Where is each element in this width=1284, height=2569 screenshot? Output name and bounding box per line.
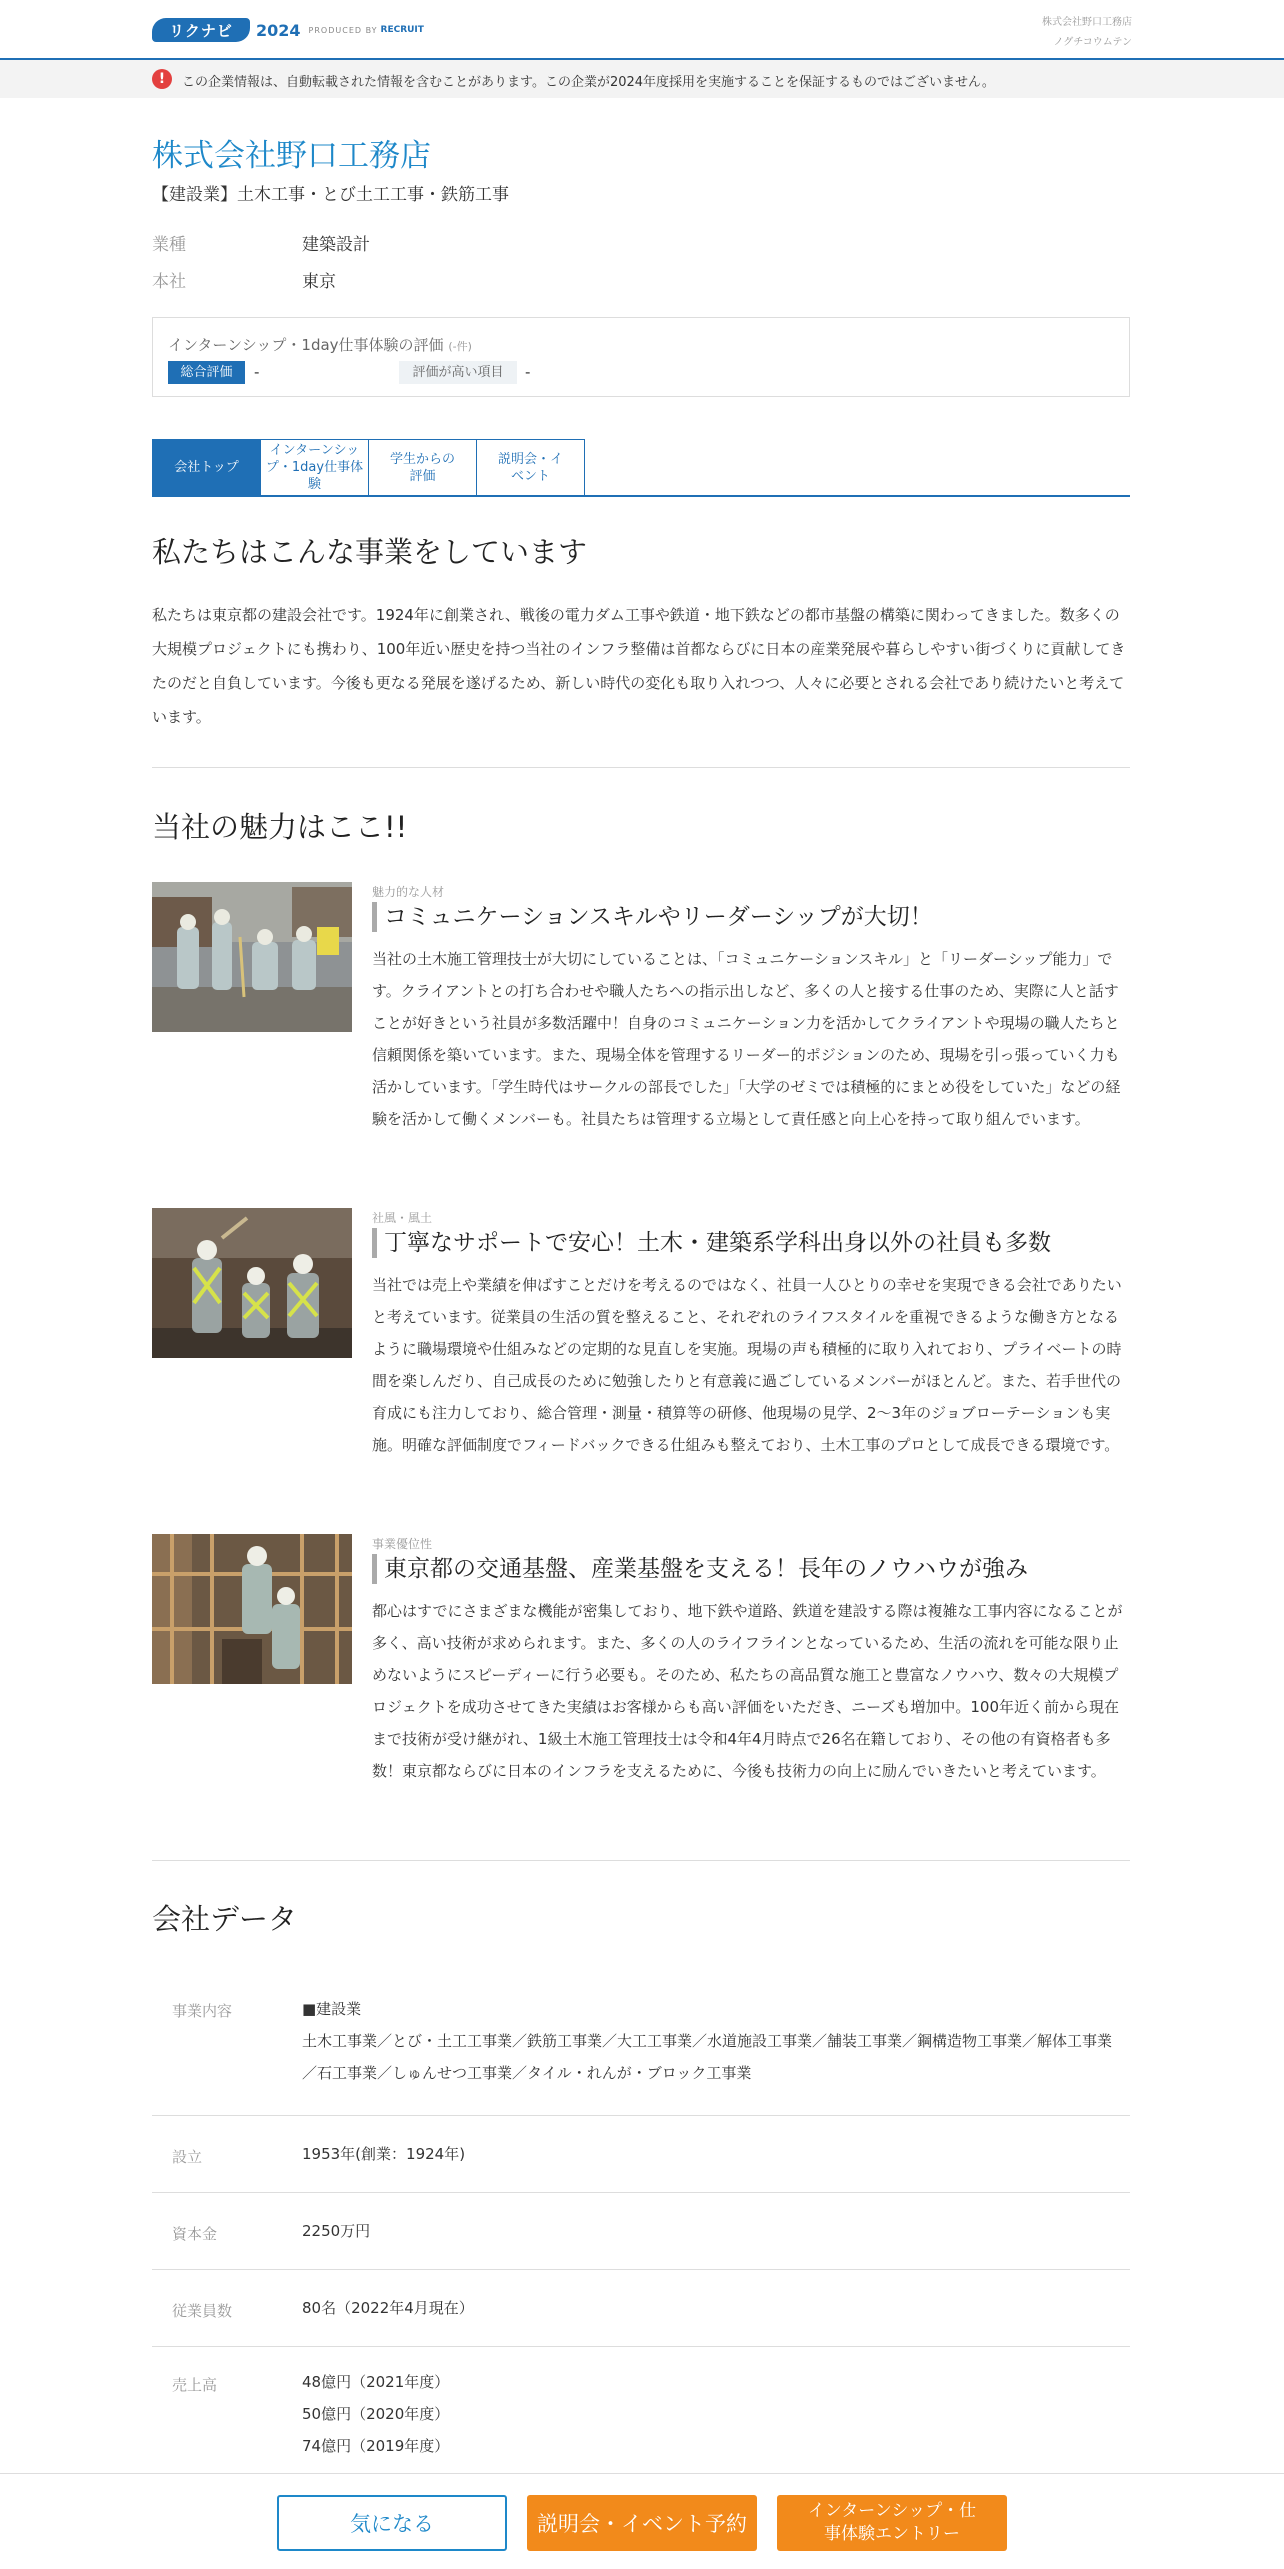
data-value (302, 2366, 1122, 2462)
data-row-founded (152, 2116, 1130, 2193)
tab-internship[interactable] (260, 439, 369, 495)
logo-year: 2024 (256, 20, 301, 40)
company-category: 【建設業】土木工事・とび土工工事・鉄筋工事 (152, 185, 509, 205)
overall-rating-value: - (254, 363, 260, 381)
appeal-heading: 当社の魅力はここ!! (152, 810, 408, 844)
data-row-employees (152, 2270, 1130, 2347)
bottom-action-bar (0, 2473, 1284, 2569)
hq-label: 本社 (152, 272, 186, 292)
internship-entry-label: インターンシップ・仕事体験エントリー (807, 2501, 977, 2544)
headquarters-row (152, 267, 336, 292)
company-name: 株式会社野口工務店 (152, 138, 431, 174)
favorite-button[interactable]: 気になる (277, 2495, 507, 2551)
tab-internship-label: インターンシップ・1day仕事体験 (265, 443, 364, 492)
feature-category: 事業優位性 (372, 1537, 433, 1551)
tab-student-reviews-label: 学生からの評価 (389, 451, 455, 484)
data-value-line: 土木工事業／とび・土工工事業／鉄筋工事業／大工工事業／水道施設工事業／舗装工事業／鋼構造物工事業／解体工事業／石工事業／しゅんせつ工事業／タイル・れんが・ブロック工事業 (302, 2032, 1113, 2082)
feature-photo-surveying (152, 882, 352, 1032)
tab-events-label: 説明会・イベント (497, 451, 563, 484)
data-value: 1953年(創業：1924年) (302, 2145, 466, 2163)
header-company-name: 株式会社野口工務店 (1042, 17, 1132, 28)
feature-photo-scaffolding (152, 1534, 352, 1684)
alert-icon: ! (152, 69, 172, 89)
feature-category: 社風・風土 (372, 1211, 433, 1225)
data-row-capital (152, 2193, 1130, 2270)
hq-value: 東京 (302, 272, 336, 292)
evaluation-count: (-件) (448, 340, 472, 353)
overall-rating-badge: 総合評価 (168, 361, 245, 384)
data-label: 従業員数 (172, 2302, 233, 2320)
company-tabs (152, 439, 1130, 497)
feature-body: 都心はすでにさまざまな機能が密集しており、地下鉄や道路、鉄道を建設する際は複雑な工事内容になることが多く、高い技術が求められます。また、多くの人のライフラインとなっているため、生活の流れを可能な限り止めないようにスピーディーに行う必要も。そのため、私たちの高品質な施工と豊富なノウハウ、数々の大規模プロジェクトを成功させてきた実績はお客様からも高い評価をいただき、ニーズも増加中。100年近く前から現在まで技術が受け継がれ、1級土木施工管理技士は令和4年4月時点で26名在籍しており、その他の有資格者も多数！東京都ならびに日本のインフラを支えるために、今後も技術力の向上に励んでいきたいと考えています。 (372, 1602, 1123, 1780)
tab-student-reviews[interactable] (368, 439, 477, 495)
feature-body: 当社の土木施工管理技士が大切にしていることは、「コミュニケーションスキル」と「リーダーシップ能力」です。クライアントとの打ち合わせや職人たちへの指示出しなど、多くの人と接する仕事のため、実際に人と話すことが好きという社員が多数活躍中！自身のコミュニケーション力を活かしてクライアントや現場の職人たちと信頼関係を築いています。また、現場全体を管理するリーダー的ポジションのため、現場を引っ張っていく力も活かしています。「学生時代はサークルの部長でした」「大学のゼミでは積極的にまとめ役をしていた」などの経験を活かして働くメンバーも。社員たちは管理する立場として責任感と向上心を持って取り組んでいます。 (372, 950, 1121, 1128)
header-company (1042, 13, 1132, 53)
business-text: 私たちは東京都の建設会社です。1924年に創業され、戦後の電力ダム工事や鉄道・地下鉄などの都市基盤の構築に関わってきました。数多くの大規模プロジェクトにも携わり、100年近い歴史を持つ当社のインフラ整備は首都ならびに日本の産業発展や暮らしやすい街づくりに貢献してきたのだと自負しています。今後も更なる発展を遂げるため、新しい時代の変化も取り入れつつ、人々に必要とされる会社であり続けたいと考えています。 (152, 606, 1126, 726)
data-row-sales (152, 2347, 1130, 2478)
tab-events[interactable] (476, 439, 585, 495)
feature-photo-workers (152, 1208, 352, 1358)
high-rated-items-badge: 評価が高い項目 (399, 361, 517, 384)
site-header (0, 0, 1284, 60)
feature-title: 東京都の交通基盤、産業基盤を支える！長年のノウハウが強み (372, 1554, 1028, 1584)
data-value: 2250万円 (302, 2222, 371, 2240)
data-label: 売上高 (172, 2376, 218, 2394)
divider (152, 767, 1130, 768)
industry-value: 建築設計 (302, 235, 370, 255)
company-data-heading: 会社データ (152, 1902, 298, 1936)
data-value-line: ■建設業 (302, 2000, 362, 2018)
data-value (302, 1993, 1122, 2089)
tab-company-top[interactable]: 会社トップ (152, 439, 261, 495)
data-value-line: 74億円（2019年度） (302, 2437, 450, 2455)
data-label: 資本金 (172, 2225, 218, 2243)
logo-mark: リクナビ (152, 18, 250, 42)
feature-title: コミュニケーションスキルやリーダーシップが大切！ (372, 902, 933, 932)
rikunabi-logo[interactable] (152, 16, 424, 44)
evaluation-box (152, 317, 1130, 397)
notice-text: この企業情報は、自動転載された情報を含むことがあります。この企業が2024年度採用を実施することを保証するものではございません。 (182, 75, 995, 90)
data-value: 80名（2022年4月現在） (302, 2299, 474, 2317)
data-label: 設立 (172, 2148, 203, 2166)
internship-entry-button[interactable] (777, 2495, 1007, 2551)
evaluation-title (168, 334, 472, 355)
industry-row (152, 230, 370, 255)
evaluation-title-text: インターンシップ・1day仕事体験の評価 (168, 336, 444, 354)
industry-label: 業種 (152, 235, 186, 255)
data-label: 事業内容 (172, 2002, 233, 2020)
event-reservation-button[interactable]: 説明会・イベント予約 (527, 2495, 757, 2551)
high-rated-items-value: - (525, 363, 531, 381)
divider (152, 1860, 1130, 1861)
notice-bar (0, 60, 1284, 98)
business-heading: 私たちはこんな事業をしています (152, 535, 588, 569)
header-company-kana: ノグチコウムテン (1053, 37, 1132, 48)
data-row-business (152, 1985, 1130, 2116)
feature-title: 丁寧なサポートで安心！土木・建築系学科出身以外の社員も多数 (372, 1228, 1051, 1258)
feature-body: 当社では売上や業績を伸ばすことだけを考えるのではなく、社員一人ひとりの幸せを実現できる会社でありたいと考えています。従業員の生活の質を整えること、それぞれのライフスタイルを重視できるような働き方となるように職場環境や仕組みなどの定期的な見直しを実施。現場の声も積極的に取り入れており、プライベートの時間を楽しんだり、自己成長のために勉強したりと有意義に過ごしているメンバーがほとんど。また、若手世代の育成にも注力しており、総合管理・測量・積算等の研修、他現場の見学、2～3年のジョブローテーションも実施。明確な評価制度でフィードバックできる仕組みも整えており、土木工事のプロとして成長できる環境です。 (372, 1276, 1122, 1454)
data-value-line: 50億円（2020年度） (302, 2405, 450, 2423)
feature-category: 魅力的な人材 (372, 885, 445, 899)
data-value-line: 48億円（2021年度） (302, 2373, 450, 2391)
recruit-logo: RECRUIT (380, 25, 424, 35)
produced-by-text: PRODUCED BY (308, 25, 378, 35)
